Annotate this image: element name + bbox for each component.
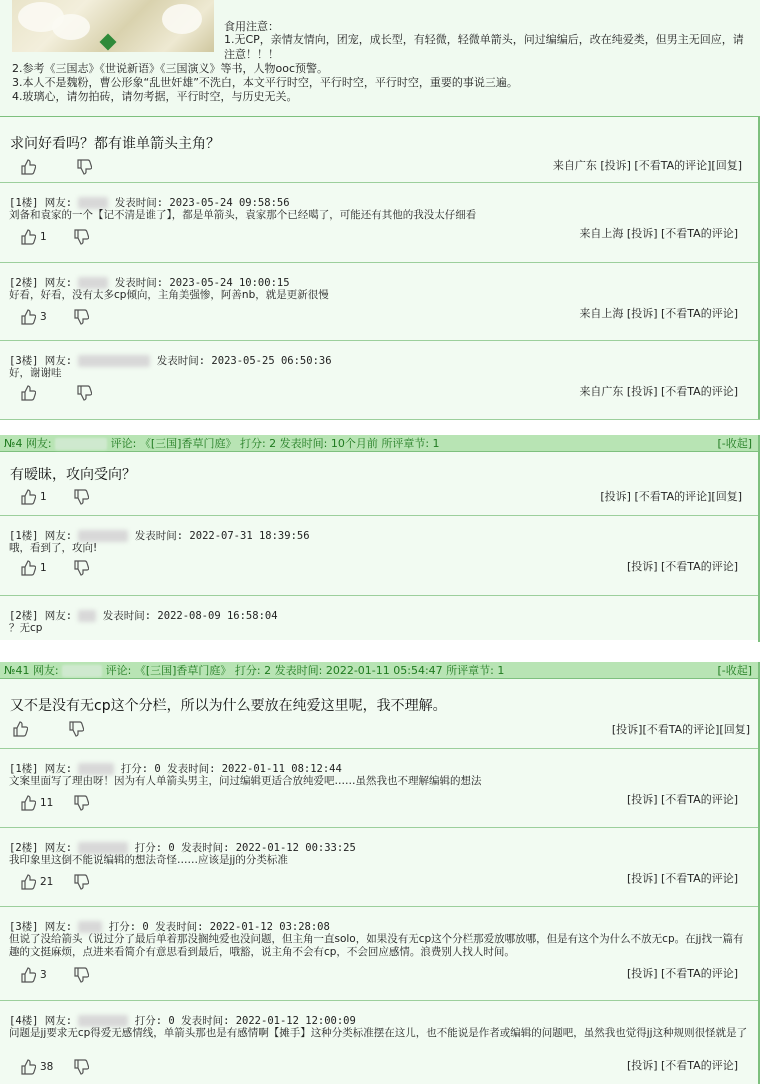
thumbs-up-icon[interactable]	[20, 159, 36, 175]
notes-title: 食用注意：	[224, 20, 279, 33]
thumbs-up-icon[interactable]	[20, 874, 36, 890]
thumbs-up-icon[interactable]	[20, 229, 36, 245]
blurred-username	[62, 665, 102, 677]
note-2: 2.参考《三国志》《世说新语》《三国演义》等书，人物ooc预警。	[12, 62, 329, 75]
like-count: 3	[40, 311, 47, 323]
thumbs-up-icon[interactable]	[20, 795, 36, 811]
comment-block-3	[0, 662, 760, 1084]
collapse-button[interactable]: [-收起]	[717, 664, 752, 677]
reply-row	[0, 907, 760, 1001]
reply-header: [1楼] 网友: 发表时间: 2022-07-31 18:39:56	[9, 530, 310, 542]
border-line	[758, 435, 760, 642]
like-count: 1	[40, 562, 47, 574]
reply-actions[interactable]: 来自广东 [投诉] [不看TA的评论]	[579, 385, 738, 398]
note-4: 4.玻璃心，请勿拍砖，请勿考据，平行时空，与历史无关。	[12, 90, 298, 103]
thumbs-up-icon[interactable]	[20, 560, 36, 576]
comment-block-1	[0, 117, 760, 420]
blurred-username	[78, 610, 96, 622]
blurred-username	[78, 277, 108, 289]
collapse-button[interactable]: [-收起]	[717, 437, 752, 450]
reply-header: [3楼] 网友: 打分: 0 发表时间: 2022-01-12 03:28:08	[9, 921, 330, 933]
note-1: 1.无CP，亲情友情向，团宠，成长型，有轻微，轻微单箭头，问过编编后，改在纯爱类，但男主无回应，请注意！！！	[224, 33, 744, 61]
reply-header: [1楼] 网友: 打分: 0 发表时间: 2022-01-11 08:12:44	[9, 763, 342, 775]
page-cut	[0, 642, 774, 660]
reply-row	[0, 516, 760, 596]
reply-row	[0, 263, 760, 341]
reply-row	[0, 828, 760, 907]
comment-actions[interactable]: [投诉] [不看TA的评论][回复]	[600, 490, 742, 503]
thumbs-down-icon[interactable]	[73, 229, 89, 245]
thumbs-up-icon[interactable]	[20, 967, 36, 983]
reply-actions[interactable]: [投诉] [不看TA的评论]	[626, 967, 738, 980]
thumbs-down-icon[interactable]	[76, 385, 92, 401]
reply-row	[0, 596, 760, 640]
reply-header: [2楼] 网友: 发表时间: 2023-05-24 10:00:15	[9, 277, 290, 289]
reply-actions[interactable]: 来自上海 [投诉] [不看TA的评论]	[579, 307, 738, 320]
chapter-notes	[0, 0, 760, 117]
blurred-username	[55, 438, 107, 450]
thumbs-down-icon[interactable]	[73, 489, 89, 505]
comment-bar: №4 网友: 评论: 《[三国]香草门庭》 打分: 2 发表时间: 10个月前 所评章节: 1 [-收起]	[0, 435, 760, 452]
reply-row	[0, 1001, 760, 1084]
reply-text: 刘备和袁家的一个【记不清是谁了】，都是单箭头，袁家那个已经噶了，可能还有其他的我没太仔细看	[9, 209, 477, 221]
reply-row	[0, 183, 760, 263]
comment-actions[interactable]: [投诉][不看TA的评论][回复]	[611, 723, 750, 736]
reply-header: [1楼] 网友: 发表时间: 2023-05-24 09:58:56	[9, 197, 290, 209]
thumbs-down-icon[interactable]	[76, 159, 92, 175]
comment-actions[interactable]: 来自广东 [投诉] [不看TA的评论][回复]	[552, 159, 742, 172]
reply-actions[interactable]: [投诉] [不看TA的评论]	[626, 793, 738, 806]
reply-row	[0, 749, 760, 828]
comment-main	[0, 679, 760, 749]
reply-header: [2楼] 网友: 打分: 0 发表时间: 2022-01-12 00:33:25	[9, 842, 356, 854]
reply-text: 好，谢谢哇	[9, 367, 62, 379]
thumbs-down-icon[interactable]	[68, 721, 84, 737]
comment-main	[0, 117, 760, 183]
reply-actions[interactable]: 来自上海 [投诉] [不看TA的评论]	[579, 227, 738, 240]
like-count: 38	[40, 1061, 54, 1073]
reply-text: 文案里面写了理由呀！因为有人单箭头男主，问过编辑更适合放纯爱吧……虽然我也不理解编辑的想法	[9, 775, 482, 787]
comment-text: 又不是没有无cp这个分栏，所以为什么要放在纯爱这里呢，我不理解。	[10, 698, 447, 714]
reply-text: ？无cp	[9, 622, 43, 634]
blurred-username	[78, 530, 128, 542]
thumbs-down-icon[interactable]	[73, 309, 89, 325]
blurred-username	[78, 763, 114, 775]
thumbs-down-icon[interactable]	[73, 967, 89, 983]
reply-actions[interactable]: [投诉] [不看TA的评论]	[626, 1059, 738, 1072]
reply-text: 问题是jj要求无cp得爱无感情线，单箭头那也是有感情啊【摊手】这种分类标准摆在这儿，也不能说是作者或编辑的问题吧，虽然我也觉得jj这种规则很怪就是了	[9, 1027, 748, 1039]
reply-header: [3楼] 网友: 发表时间: 2023-05-25 06:50:36	[9, 355, 332, 367]
border-line	[758, 662, 760, 1084]
like-count: 3	[40, 969, 47, 981]
thumbs-up-icon[interactable]	[20, 385, 36, 401]
like-count: 1	[40, 231, 47, 243]
like-count: 11	[40, 797, 54, 809]
thumbs-down-icon[interactable]	[73, 1059, 89, 1075]
blurred-username	[78, 1015, 128, 1027]
cover-image	[12, 0, 214, 52]
reply-row	[0, 341, 760, 420]
logo-icon	[100, 34, 117, 51]
blurred-username	[78, 842, 128, 854]
comment-block-2	[0, 435, 760, 640]
like-count: 21	[40, 876, 54, 888]
reply-text: 但说了没给箭头（说过分了最后单着那没搁纯爱也没问题，但主角一直solo，如果没有无cp这个分栏那爱放哪放哪，但是有这个为什么不放无cp。在jj找一篇有趣的文挺麻烦，点进来看简介有意思看到最后，哦豁，说主角不会有cp，不会回应感情。浪费别人找人时间。	[9, 933, 744, 958]
comment-bar: №41 网友: 评论: 《[三国]香草门庭》 打分: 2 发表时间: 2022-01-11 05:54:47 所评章节: 1 [-收起]	[0, 662, 760, 679]
blurred-username	[78, 921, 102, 933]
reply-text: 我印象里这倒不能说编辑的想法奇怪……应该是jj的分类标准	[9, 854, 288, 866]
blurred-username	[78, 197, 108, 209]
reply-header: [2楼] 网友: 发表时间: 2022-08-09 16:58:04	[9, 610, 278, 622]
thumbs-down-icon[interactable]	[73, 795, 89, 811]
reply-text: 哦，看到了，攻向!	[9, 542, 98, 554]
thumbs-down-icon[interactable]	[73, 874, 89, 890]
thumbs-up-icon[interactable]	[12, 721, 28, 737]
reply-actions[interactable]: [投诉] [不看TA的评论]	[626, 560, 738, 573]
reply-actions[interactable]: [投诉] [不看TA的评论]	[626, 872, 738, 885]
comment-text: 有暧昧，攻向受向？	[10, 467, 136, 483]
comment-text: 求问好看吗？都有谁单箭头主角？	[10, 136, 220, 152]
thumbs-up-icon[interactable]	[20, 489, 36, 505]
like-count: 1	[40, 491, 47, 503]
comment-main	[0, 452, 760, 516]
reply-header: [4楼] 网友: 打分: 0 发表时间: 2022-01-12 12:00:09	[9, 1015, 356, 1027]
thumbs-up-icon[interactable]	[20, 309, 36, 325]
border-line	[758, 117, 760, 419]
thumbs-up-icon[interactable]	[20, 1059, 36, 1075]
note-3: 3.本人不是魏粉，曹公形象“乱世奸雄”不洗白，本文平行时空，平行时空，平行时空，重要的事说三遍。	[12, 76, 518, 89]
thumbs-down-icon[interactable]	[73, 560, 89, 576]
blurred-username	[78, 355, 150, 367]
reply-text: 好看，好看，没有太多cp倾向，主角美强惨，阿善nb，就是更新很慢	[9, 289, 329, 301]
